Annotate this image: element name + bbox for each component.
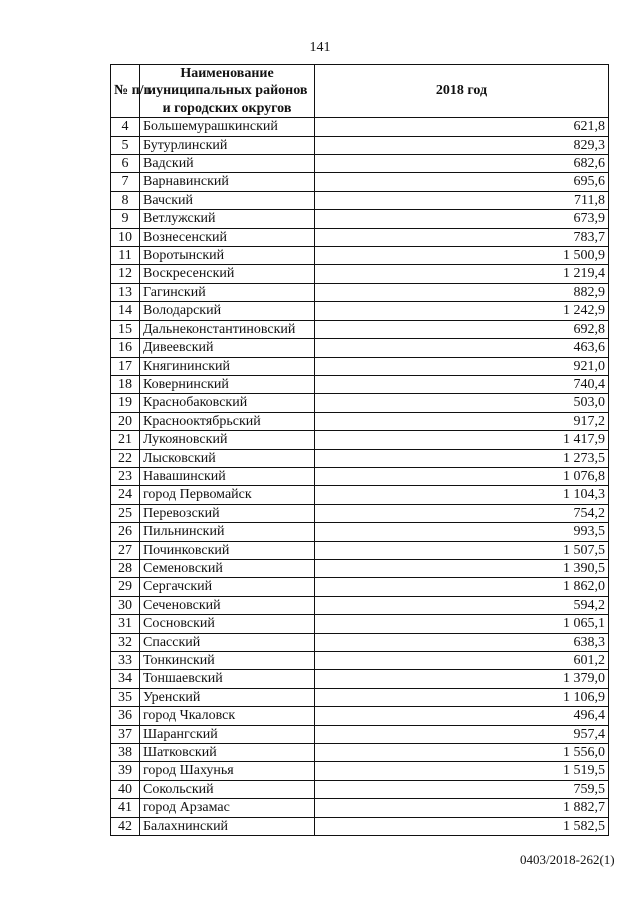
table-row [111,670,609,688]
row-name: Тонкинский [140,652,315,670]
row-name: Володарский [140,302,315,320]
row-value: 1 104,3 [315,486,609,504]
table-row [111,173,609,191]
row-value: 1 500,9 [315,247,609,265]
row-name: Починковский [140,541,315,559]
table-row [111,339,609,357]
row-name: город Шахунья [140,762,315,780]
table-row [111,523,609,541]
row-value: 621,8 [315,118,609,136]
table-row [111,688,609,706]
row-value: 1 219,4 [315,265,609,283]
table-row [111,817,609,835]
table-row [111,302,609,320]
row-number: 35 [111,688,140,706]
table-row [111,615,609,633]
row-name: Вознесенский [140,228,315,246]
row-value: 711,8 [315,191,609,209]
table-row [111,652,609,670]
row-value: 882,9 [315,283,609,301]
row-name: Княгининский [140,357,315,375]
row-number: 8 [111,191,140,209]
row-value: 601,2 [315,652,609,670]
row-value: 917,2 [315,412,609,430]
row-name: город Чкаловск [140,707,315,725]
header-num: № п/п [111,65,140,118]
row-number: 23 [111,467,140,485]
row-number: 41 [111,799,140,817]
table-row [111,191,609,209]
row-name: Гагинский [140,283,315,301]
row-name: Шарангский [140,725,315,743]
table-header-row [111,65,609,118]
row-name: Ковернинский [140,375,315,393]
row-name: Дивеевский [140,339,315,357]
row-value: 759,5 [315,780,609,798]
table-row [111,559,609,577]
row-name: Тоншаевский [140,670,315,688]
row-value: 754,2 [315,504,609,522]
row-value: 1 106,9 [315,688,609,706]
row-value: 957,4 [315,725,609,743]
table-row [111,283,609,301]
row-name: Большемурашкинский [140,118,315,136]
row-number: 34 [111,670,140,688]
row-value: 921,0 [315,357,609,375]
document-code: 0403/2018-262(1) [520,852,615,867]
row-value: 682,6 [315,155,609,173]
table-row [111,320,609,338]
table-row [111,247,609,265]
row-number: 10 [111,228,140,246]
row-number: 25 [111,504,140,522]
row-value: 503,0 [315,394,609,412]
row-number: 38 [111,744,140,762]
row-number: 14 [111,302,140,320]
row-name: Сосновский [140,615,315,633]
row-name: Навашинский [140,467,315,485]
table-row [111,504,609,522]
table-row [111,265,609,283]
row-name: Бутурлинский [140,136,315,154]
row-value: 993,5 [315,523,609,541]
row-name: Воротынский [140,247,315,265]
row-name: город Первомайск [140,486,315,504]
row-number: 16 [111,339,140,357]
row-name: Вадский [140,155,315,173]
row-value: 1 519,5 [315,762,609,780]
row-value: 695,6 [315,173,609,191]
row-name: Вачский [140,191,315,209]
row-name: Краснобаковский [140,394,315,412]
row-name: Балахнинский [140,817,315,835]
row-number: 28 [111,559,140,577]
row-number: 22 [111,449,140,467]
table-row [111,725,609,743]
row-number: 30 [111,596,140,614]
data-table [110,64,609,836]
row-value: 1 065,1 [315,615,609,633]
row-name: Дальнеконстантиновский [140,320,315,338]
row-value: 1 390,5 [315,559,609,577]
row-number: 39 [111,762,140,780]
row-value: 1 417,9 [315,431,609,449]
row-value: 1 862,0 [315,578,609,596]
table-row [111,780,609,798]
row-number: 29 [111,578,140,596]
row-name: Пильнинский [140,523,315,541]
row-value: 1 242,9 [315,302,609,320]
row-number: 27 [111,541,140,559]
row-number: 26 [111,523,140,541]
table-row [111,210,609,228]
row-number: 17 [111,357,140,375]
row-value: 1 556,0 [315,744,609,762]
row-number: 33 [111,652,140,670]
table-row [111,136,609,154]
row-number: 36 [111,707,140,725]
row-number: 37 [111,725,140,743]
row-name: Сергачский [140,578,315,596]
table-row [111,707,609,725]
row-name: Сеченовский [140,596,315,614]
row-name: Уренский [140,688,315,706]
row-name: Лысковский [140,449,315,467]
table-row [111,467,609,485]
row-value: 638,3 [315,633,609,651]
row-name: Лукояновский [140,431,315,449]
row-value: 692,8 [315,320,609,338]
row-number: 5 [111,136,140,154]
row-value: 1 882,7 [315,799,609,817]
table-row [111,762,609,780]
row-name: Сокольский [140,780,315,798]
row-value: 1 582,5 [315,817,609,835]
row-number: 20 [111,412,140,430]
row-name: Перевозский [140,504,315,522]
table-row [111,633,609,651]
table-row [111,449,609,467]
table-row [111,431,609,449]
row-value: 496,4 [315,707,609,725]
row-number: 6 [111,155,140,173]
table-row [111,118,609,136]
row-number: 7 [111,173,140,191]
row-number: 4 [111,118,140,136]
row-number: 21 [111,431,140,449]
row-value: 673,9 [315,210,609,228]
row-value: 1 379,0 [315,670,609,688]
row-number: 40 [111,780,140,798]
row-value: 1 507,5 [315,541,609,559]
row-name: Краснооктябрьский [140,412,315,430]
table-row [111,541,609,559]
table-row [111,357,609,375]
row-name: Варнавинский [140,173,315,191]
table-row [111,578,609,596]
header-name: Наименование муниципальных районов и городских округов [140,65,315,118]
row-number: 13 [111,283,140,301]
row-number: 24 [111,486,140,504]
table-row [111,228,609,246]
page-number: 141 [309,40,331,55]
row-number: 42 [111,817,140,835]
row-number: 11 [111,247,140,265]
row-name: Ветлужский [140,210,315,228]
row-value: 783,7 [315,228,609,246]
table-row [111,155,609,173]
table-row [111,596,609,614]
row-number: 15 [111,320,140,338]
row-value: 740,4 [315,375,609,393]
table-row [111,394,609,412]
table-row [111,486,609,504]
row-number: 9 [111,210,140,228]
table-row [111,375,609,393]
row-name: город Арзамас [140,799,315,817]
row-number: 18 [111,375,140,393]
row-name: Шатковский [140,744,315,762]
row-value: 829,3 [315,136,609,154]
row-value: 1 076,8 [315,467,609,485]
row-name: Семеновский [140,559,315,577]
row-value: 463,6 [315,339,609,357]
row-number: 31 [111,615,140,633]
header-year: 2018 год [315,65,609,118]
table-row [111,412,609,430]
table-row [111,799,609,817]
row-value: 1 273,5 [315,449,609,467]
row-name: Спасский [140,633,315,651]
row-number: 32 [111,633,140,651]
row-number: 12 [111,265,140,283]
row-name: Воскресенский [140,265,315,283]
row-number: 19 [111,394,140,412]
table-row [111,744,609,762]
row-value: 594,2 [315,596,609,614]
